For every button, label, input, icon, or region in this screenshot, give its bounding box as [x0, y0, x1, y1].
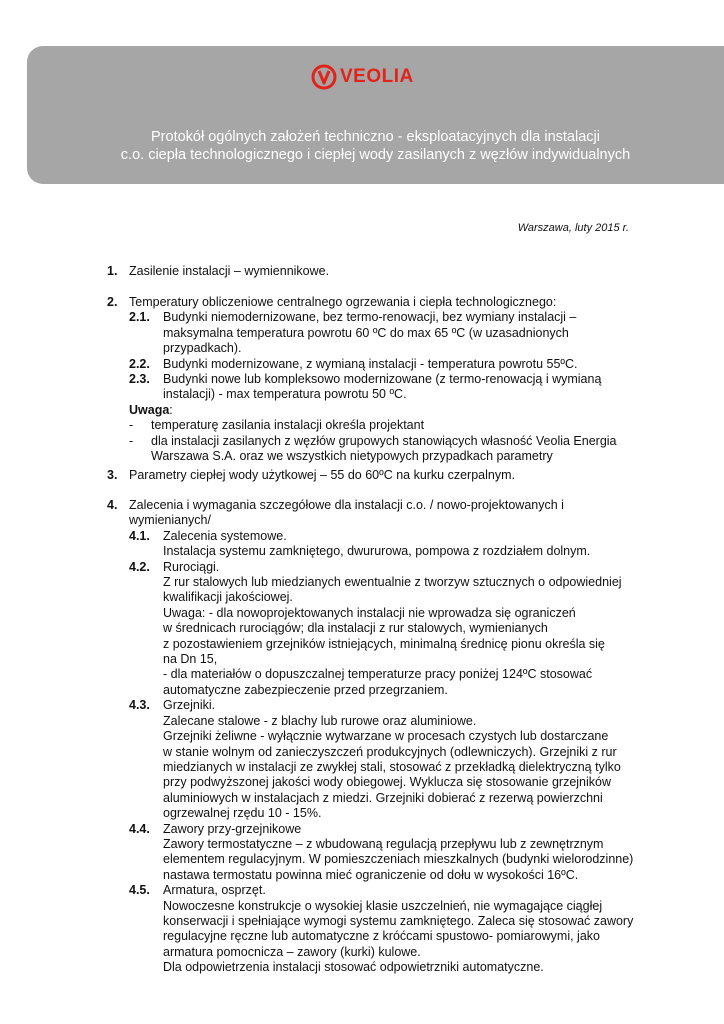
veolia-logo	[311, 64, 414, 90]
line: miedzianych w instalacji ze zwykłej stali, stosować z przekładką dielektryczną tylko	[163, 759, 621, 774]
line: elementem regulacyjnym. W pomieszczeniach mieszkalnych (budynki wielorodzinne)	[163, 852, 634, 867]
line: Uwaga: - dla nowoprojektowanych instalacji nie wprowadza się ograniczeń	[163, 605, 576, 620]
subsection-number: 2.3.	[129, 372, 150, 387]
line: w stanie wolnym od zanieczyszczeń produkcyjnych (odlewniczych). Grzejniki z rur	[163, 744, 617, 759]
subsection-number: 4.3.	[129, 698, 150, 713]
document-title	[27, 128, 724, 164]
line: Zawory przy-grzejnikowe	[163, 821, 302, 836]
section-1	[107, 264, 637, 279]
line: regulacyjne ręczne lub automatyczne z króćcami spustowo- pomiarowymi, jako	[163, 929, 600, 944]
subsection-number: 2.1.	[129, 310, 150, 325]
line: dla instalacji zasilanych z węzłów grupowych stanowiących własność Veolia Energia	[151, 433, 617, 448]
line: Nowoczesne konstrukcje o wysokiej klasie uszczelnień, nie wymagające ciągłej	[163, 898, 603, 913]
line: Zawory termostatyczne – z wbudowaną regulacją przepływu lub z zewnętrznym	[163, 836, 604, 851]
section-number: 1.	[107, 264, 118, 278]
section-text: Parametry ciepłej wody użytkowej – 55 do 60ºC na kurku czerpalnym.	[129, 468, 515, 482]
line: Dla odpowietrzenia instalacji stosować odpowietrzniki automatyczne.	[163, 960, 544, 975]
line: Rurociągi.	[163, 559, 220, 574]
subsection-4-1	[129, 529, 637, 560]
uwaga-note	[129, 403, 637, 418]
section-4	[107, 498, 637, 976]
subsection-4-5	[129, 883, 637, 975]
subsection-number: 4.1.	[129, 528, 150, 543]
line: na Dn 15,	[163, 652, 218, 667]
line: Budynki modernizowane, z wymianą instalacji - temperatura powrotu 55ºC.	[163, 356, 578, 371]
line: Armatura, osprzęt.	[163, 883, 266, 898]
section-text: Zasilenie instalacji – wymiennikowe.	[129, 264, 330, 278]
document-date: Warszawa, luty 2015 r.	[517, 222, 629, 234]
section-text: Temperatury obliczeniowe centralnego ogrzewania i ciepła technologicznego:	[129, 295, 557, 309]
line: Instalacja systemu zamkniętego, dwururowa, pompowa z rozdziałem dolnym.	[163, 544, 591, 559]
title-line-1: Protokół ogólnych założeń techniczno - eksploatacyjnych dla instalacji	[151, 129, 600, 145]
subsection-4-3	[129, 698, 637, 821]
line: Zalecane stalowe - z blachy lub rurowe oraz aluminiowe.	[163, 713, 477, 728]
line: aluminiowych w instalacjach z miedzi. Grzejniki dobierać z rezerwą powierzchni	[163, 790, 603, 805]
line: armatura pomocnicza – zawory (kurki) kulowe.	[163, 944, 421, 959]
section-3	[107, 468, 637, 483]
dash-bullet: -	[129, 433, 134, 448]
note-item	[129, 434, 637, 465]
subsection-4-2	[129, 560, 637, 699]
line: kwalifikacji jakościowej.	[163, 590, 293, 605]
uwaga-label: Uwaga	[129, 402, 170, 417]
line: temperaturę zasilania instalacji określa projektant	[151, 418, 425, 433]
line: z pozostawieniem grzejników istniejących, minimalną średnicę pionu określa się	[163, 636, 605, 651]
section-number: 4.	[107, 498, 118, 512]
title-line-2: c.o. ciepła technologicznego i ciepłej wody zasilanych z węzłów indywidualnych	[120, 147, 631, 163]
line: maksymalna temperatura powrotu 60 ºC do max 65 ºC (w uzasadnionych	[163, 325, 569, 340]
subsection-2-3	[129, 372, 637, 403]
subsection-4-4	[129, 822, 637, 884]
line: nastawa termostatu powinna mieć ograniczenie od dołu w wysokości 16ºC.	[163, 867, 579, 882]
subsection-number: 2.2.	[129, 356, 150, 371]
subsection-number: 4.4.	[129, 821, 150, 836]
line: Zalecenia i wymagania szczegółowe dla instalacji c.o. / nowo-projektowanych i	[129, 498, 564, 512]
line: konserwacji i spełniające wymogi systemu zamkniętego. Zaleca się stosować zawory	[163, 913, 634, 928]
subsection-number: 4.2.	[129, 559, 150, 574]
line: ogrzewalnej rzędu 10 - 15%.	[163, 806, 322, 821]
line: przy podwyższonej jakości wody obiegowej. Wyklucza się stosowanie grzejników	[163, 775, 612, 790]
dash-bullet: -	[129, 418, 134, 433]
line: Zalecenia systemowe.	[163, 528, 287, 543]
subsection-2-2	[129, 357, 637, 372]
subsection-2-1	[129, 310, 637, 356]
line: Budynki nowe lub kompleksowo modernizowane (z termo-renowacją i wymianą	[163, 372, 602, 387]
line: instalacji) - max temperatura powrotu 50 ºC.	[163, 387, 407, 402]
line: Grzejniki.	[163, 698, 216, 713]
line: - dla materiałów o dopuszczalnej temperaturze pracy poniżej 124ºC stosować	[163, 667, 593, 682]
line: Grzejniki żeliwne - wyłącznie wytwarzane w procesach czystych lub dostarczane	[163, 729, 609, 744]
line: automatyczne zabezpieczenie przed przegrzaniem.	[163, 682, 448, 697]
line: Warszawa S.A. oraz we wszystkich nietypowych przypadkach parametry	[151, 449, 553, 464]
brand-name: VEOLIA	[340, 66, 414, 87]
line: Z rur stalowych lub miedzianych ewentualnie z tworzyw sztucznych o odpowiedniej	[163, 575, 622, 590]
subsection-number: 4.5.	[129, 883, 150, 898]
line: Budynki niemodernizowane, bez termo-renowacji, bez wymiany instalacji –	[163, 310, 577, 325]
uwaga-colon: :	[169, 402, 173, 417]
line: wymienianych/	[129, 513, 211, 528]
section-number: 3.	[107, 468, 118, 482]
section-2	[107, 295, 637, 464]
note-item	[129, 418, 637, 433]
veolia-logo-icon	[311, 64, 337, 90]
line: w średnicach rurociągów; dla instalacji z rur stalowych, wymienianych	[163, 621, 548, 636]
line: przypadkach).	[163, 341, 242, 356]
section-number: 2.	[107, 295, 118, 309]
